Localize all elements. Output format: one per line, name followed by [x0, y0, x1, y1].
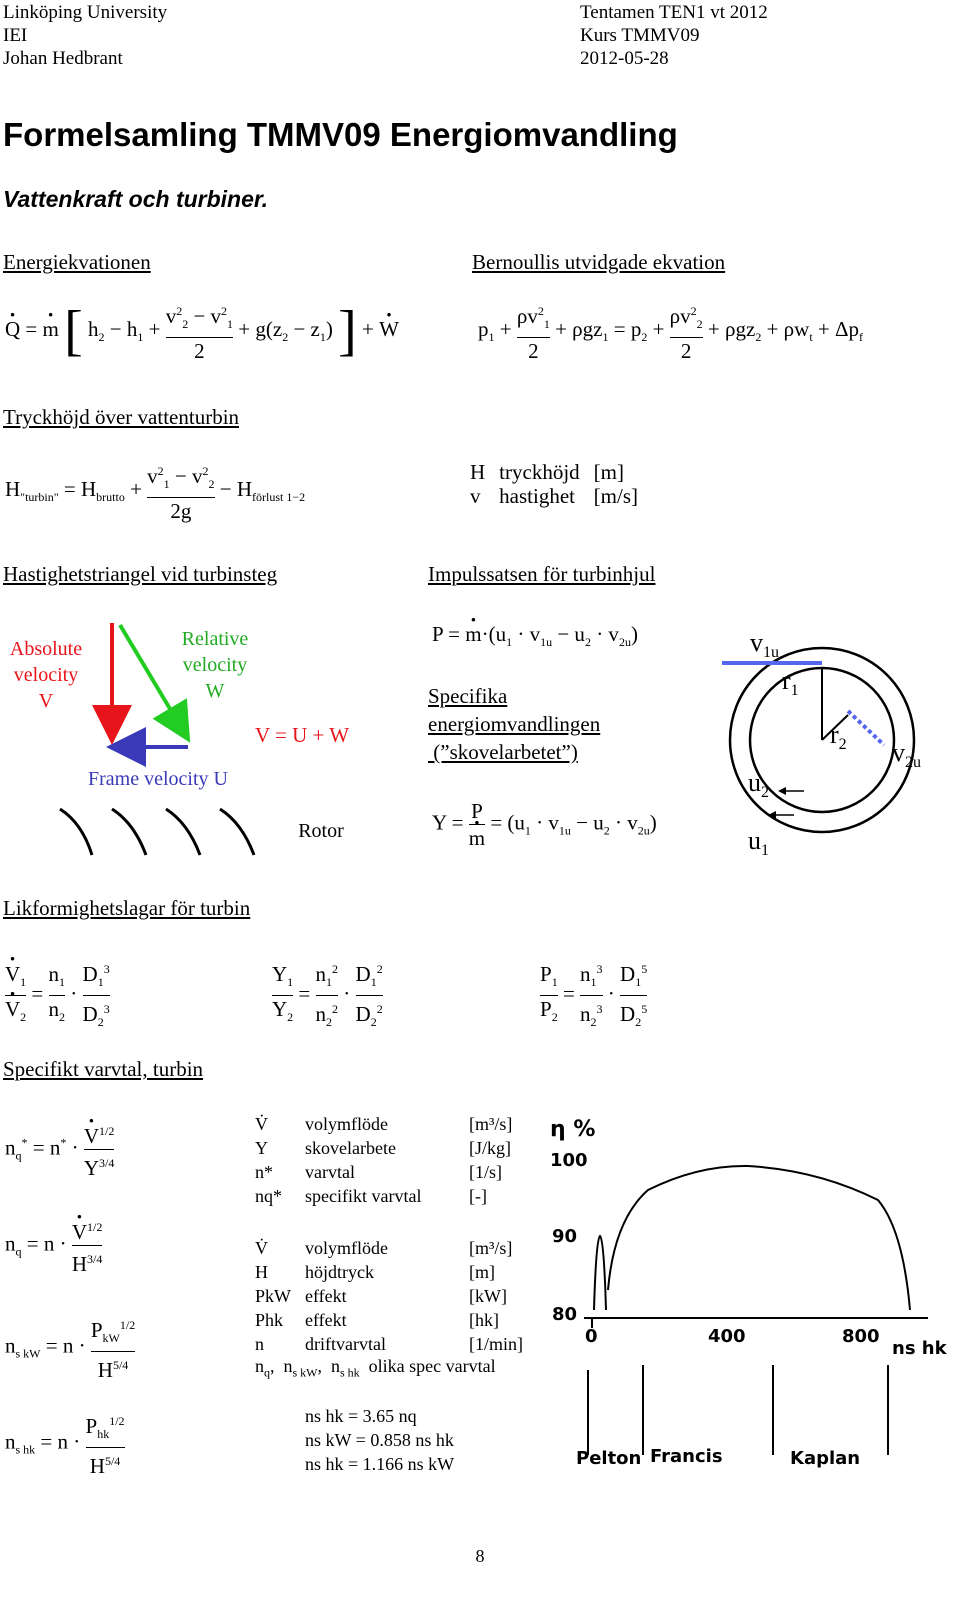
- label-r2: $r_2$: [830, 720, 847, 753]
- svg-text:W: W: [205, 680, 225, 702]
- header-exam: Tentamen TEN1 vt 2012: [580, 2, 768, 23]
- page-title: Formelsamling TMMV09 Energiomvandling: [3, 116, 678, 153]
- symbols-table-1: [255, 1112, 526, 1208]
- header-left: [3, 1, 167, 70]
- section-impulse: Impulssatsen för turbinhjul: [428, 562, 656, 586]
- head-legend: [470, 460, 652, 508]
- svg-text:V: V: [38, 690, 54, 712]
- specific-work-equation: Y = P · m = $(u_1 \cdot v_{1u} - u_2 \cdot v_{2u})$: [432, 798, 657, 851]
- efficiency-curve: [608, 1166, 910, 1310]
- table-row: Y skovelarbete [J/kg]: [255, 1138, 511, 1158]
- label-u2: $u_2$: [748, 768, 769, 801]
- table-row: PkW effekt [kW]: [255, 1286, 507, 1306]
- specific-speed-nskw: $n_{s kW} = n$ · $\frac{P_{kW}^{1/2}}{H^{5/4}}$: [5, 1318, 136, 1383]
- type-francis: Francis: [650, 1446, 723, 1467]
- x-axis-label: ns hk: [892, 1338, 947, 1359]
- section-specific-speed: Specifikt varvtal, turbin: [3, 1057, 204, 1081]
- table-row: n* varvtal [1/s]: [255, 1162, 502, 1182]
- y-tick-80: 80: [552, 1304, 578, 1325]
- svg-text:velocity: velocity: [182, 654, 248, 676]
- table-row: nq* specifikt varvtal [-]: [255, 1186, 487, 1206]
- similarity-power: $\frac{P_1}{P_2}$ = $\frac{n_1^3}{n_2^3}$ · $\frac{D_1^5}{D_2^5}$: [540, 956, 647, 1035]
- vector-relation: V = U + W: [254, 723, 350, 747]
- header-dept: IEI: [3, 25, 28, 46]
- section-similarity: Likformighetslagar för turbin: [3, 896, 251, 920]
- legend-row: v hastighet [m/s]: [470, 484, 638, 508]
- type-kaplan: Kaplan: [790, 1448, 861, 1469]
- table-row: Phk effekt [hk]: [255, 1310, 499, 1330]
- table-row: n driftvarvtal [1/min]: [255, 1334, 523, 1354]
- table-row: H höjdtryck [m]: [255, 1262, 495, 1282]
- header-date: 2012-05-28: [580, 48, 669, 69]
- label-v2u: $v_{2u}$: [892, 738, 921, 771]
- rotor-label: Rotor: [298, 820, 344, 842]
- energy-equation: · Q = · m [ $h_2 - h_1$ + $\frac{v^2_2 - v^2_1}{2}$ + $g(z_2 - z_1)$ ] + · W: [5, 298, 399, 364]
- specific-speed-nshk: $n_{s hk} = n$ · $\frac{P_{hk}^{1/2}}{H^{5/4}}$: [5, 1414, 125, 1479]
- turbine-wheel-diagram: [720, 615, 960, 865]
- relative-velocity-label: [182, 628, 249, 702]
- specific-energy-label: Specifika energiomvandlingen (”skovelarbetet”): [428, 684, 601, 764]
- specific-speed-variants: $n_q$, $n_{s kW}$, $n_{s hk}$ olika spec varvtal: [255, 1356, 496, 1380]
- x-tick-800: 800: [842, 1326, 880, 1347]
- similarity-flow: · $V_1$ · $V_2$ = $\frac{n_1}{n_2}$ · $\frac{D_1^3}{D_2^3}$: [5, 956, 110, 1035]
- label-v1u: $v_{1u}$: [750, 628, 779, 661]
- section-energy-equation: Energiekvationen: [3, 250, 151, 274]
- svg-text:Absolute: Absolute: [9, 638, 83, 660]
- y-tick-100: 100: [550, 1150, 588, 1171]
- section-velocity-triangle: Hastighetstriangel vid turbinsteg: [3, 562, 278, 586]
- table-row: V̇ volymflöde [m³/s]: [255, 1114, 513, 1134]
- efficiency-chart: [548, 1110, 948, 1480]
- x-tick-400: 400: [708, 1326, 746, 1347]
- pelton-peak: [594, 1236, 606, 1310]
- relative-velocity-arrow: [120, 625, 182, 729]
- header-course: Kurs TMMV09: [580, 25, 700, 46]
- header-right: [580, 1, 768, 70]
- head-equation: $H_{"turbin"} = H_{brutto}$ + $\frac{v^2_1 - v^2_2}{2g}$ − $H_{förlust 1-2}$: [5, 464, 306, 524]
- velocity-triangle-diagram: [0, 605, 420, 875]
- rotor-blades: [60, 809, 254, 855]
- page-number: 8: [475, 1546, 485, 1566]
- similarity-work: $\frac{Y_1}{Y_2}$ = $\frac{n_1^2}{n_2^2}$ · $\frac{D_1^2}{D_2^2}$: [272, 956, 383, 1035]
- label-r1: $r_1$: [782, 666, 799, 699]
- x-tick-0: 0: [585, 1326, 598, 1347]
- power-equation: P = · $m\cdot(u_1 \cdot v_{1u} - u_2 \cdot v_{2u})$: [432, 622, 638, 650]
- specific-speed-nq: $n_q = n$ · · $\frac{V^{1/2}}{H^{3/4}}$: [5, 1214, 102, 1277]
- frame-velocity-label: Frame velocity U: [88, 768, 228, 790]
- legend-row: H tryckhöjd [m]: [470, 460, 624, 484]
- section-bernoulli: Bernoullis utvidgade ekvation: [472, 250, 726, 274]
- conversion-list: [305, 1404, 454, 1476]
- conversion-row: ns hk = 1.166 ns kW: [305, 1454, 455, 1474]
- table-row: V̇ volymflöde [m³/s]: [255, 1238, 513, 1258]
- bernoulli-equation: $p_1$ + $\frac{\rho v^2_1}{2}$ + $\rho gz_1 = p_2$ + $\frac{\rho v^2_2}{2}$ + $\rho gz_2 + \rho w_t + \Delta p_f$: [478, 304, 864, 364]
- header-author: Johan Hedbrant: [3, 48, 123, 69]
- section-pressure-head: Tryckhöjd över vattenturbin: [3, 405, 240, 429]
- svg-text:velocity: velocity: [13, 664, 79, 686]
- symbols-table-2: [255, 1236, 537, 1356]
- svg-text:Relative: Relative: [181, 628, 249, 650]
- conversion-row: ns hk = 3.65 nq: [305, 1406, 417, 1426]
- chart-ylabel: η %: [550, 1117, 596, 1142]
- header-university: Linköping University: [3, 2, 168, 23]
- conversion-row: ns kW = 0.858 ns hk: [305, 1430, 454, 1450]
- v2u-vector: [848, 711, 884, 745]
- y-tick-90: 90: [552, 1226, 578, 1247]
- absolute-velocity-label: [10, 638, 82, 712]
- type-pelton: Pelton: [576, 1448, 642, 1469]
- label-u1: $u_1$: [748, 826, 769, 859]
- specific-speed-nq-star: $n_q^* = n^*$ · · $\frac{V^{1/2}}{Y^{3/4}}$: [5, 1118, 114, 1181]
- page-subtitle: Vattenkraft och turbiner.: [3, 186, 268, 212]
